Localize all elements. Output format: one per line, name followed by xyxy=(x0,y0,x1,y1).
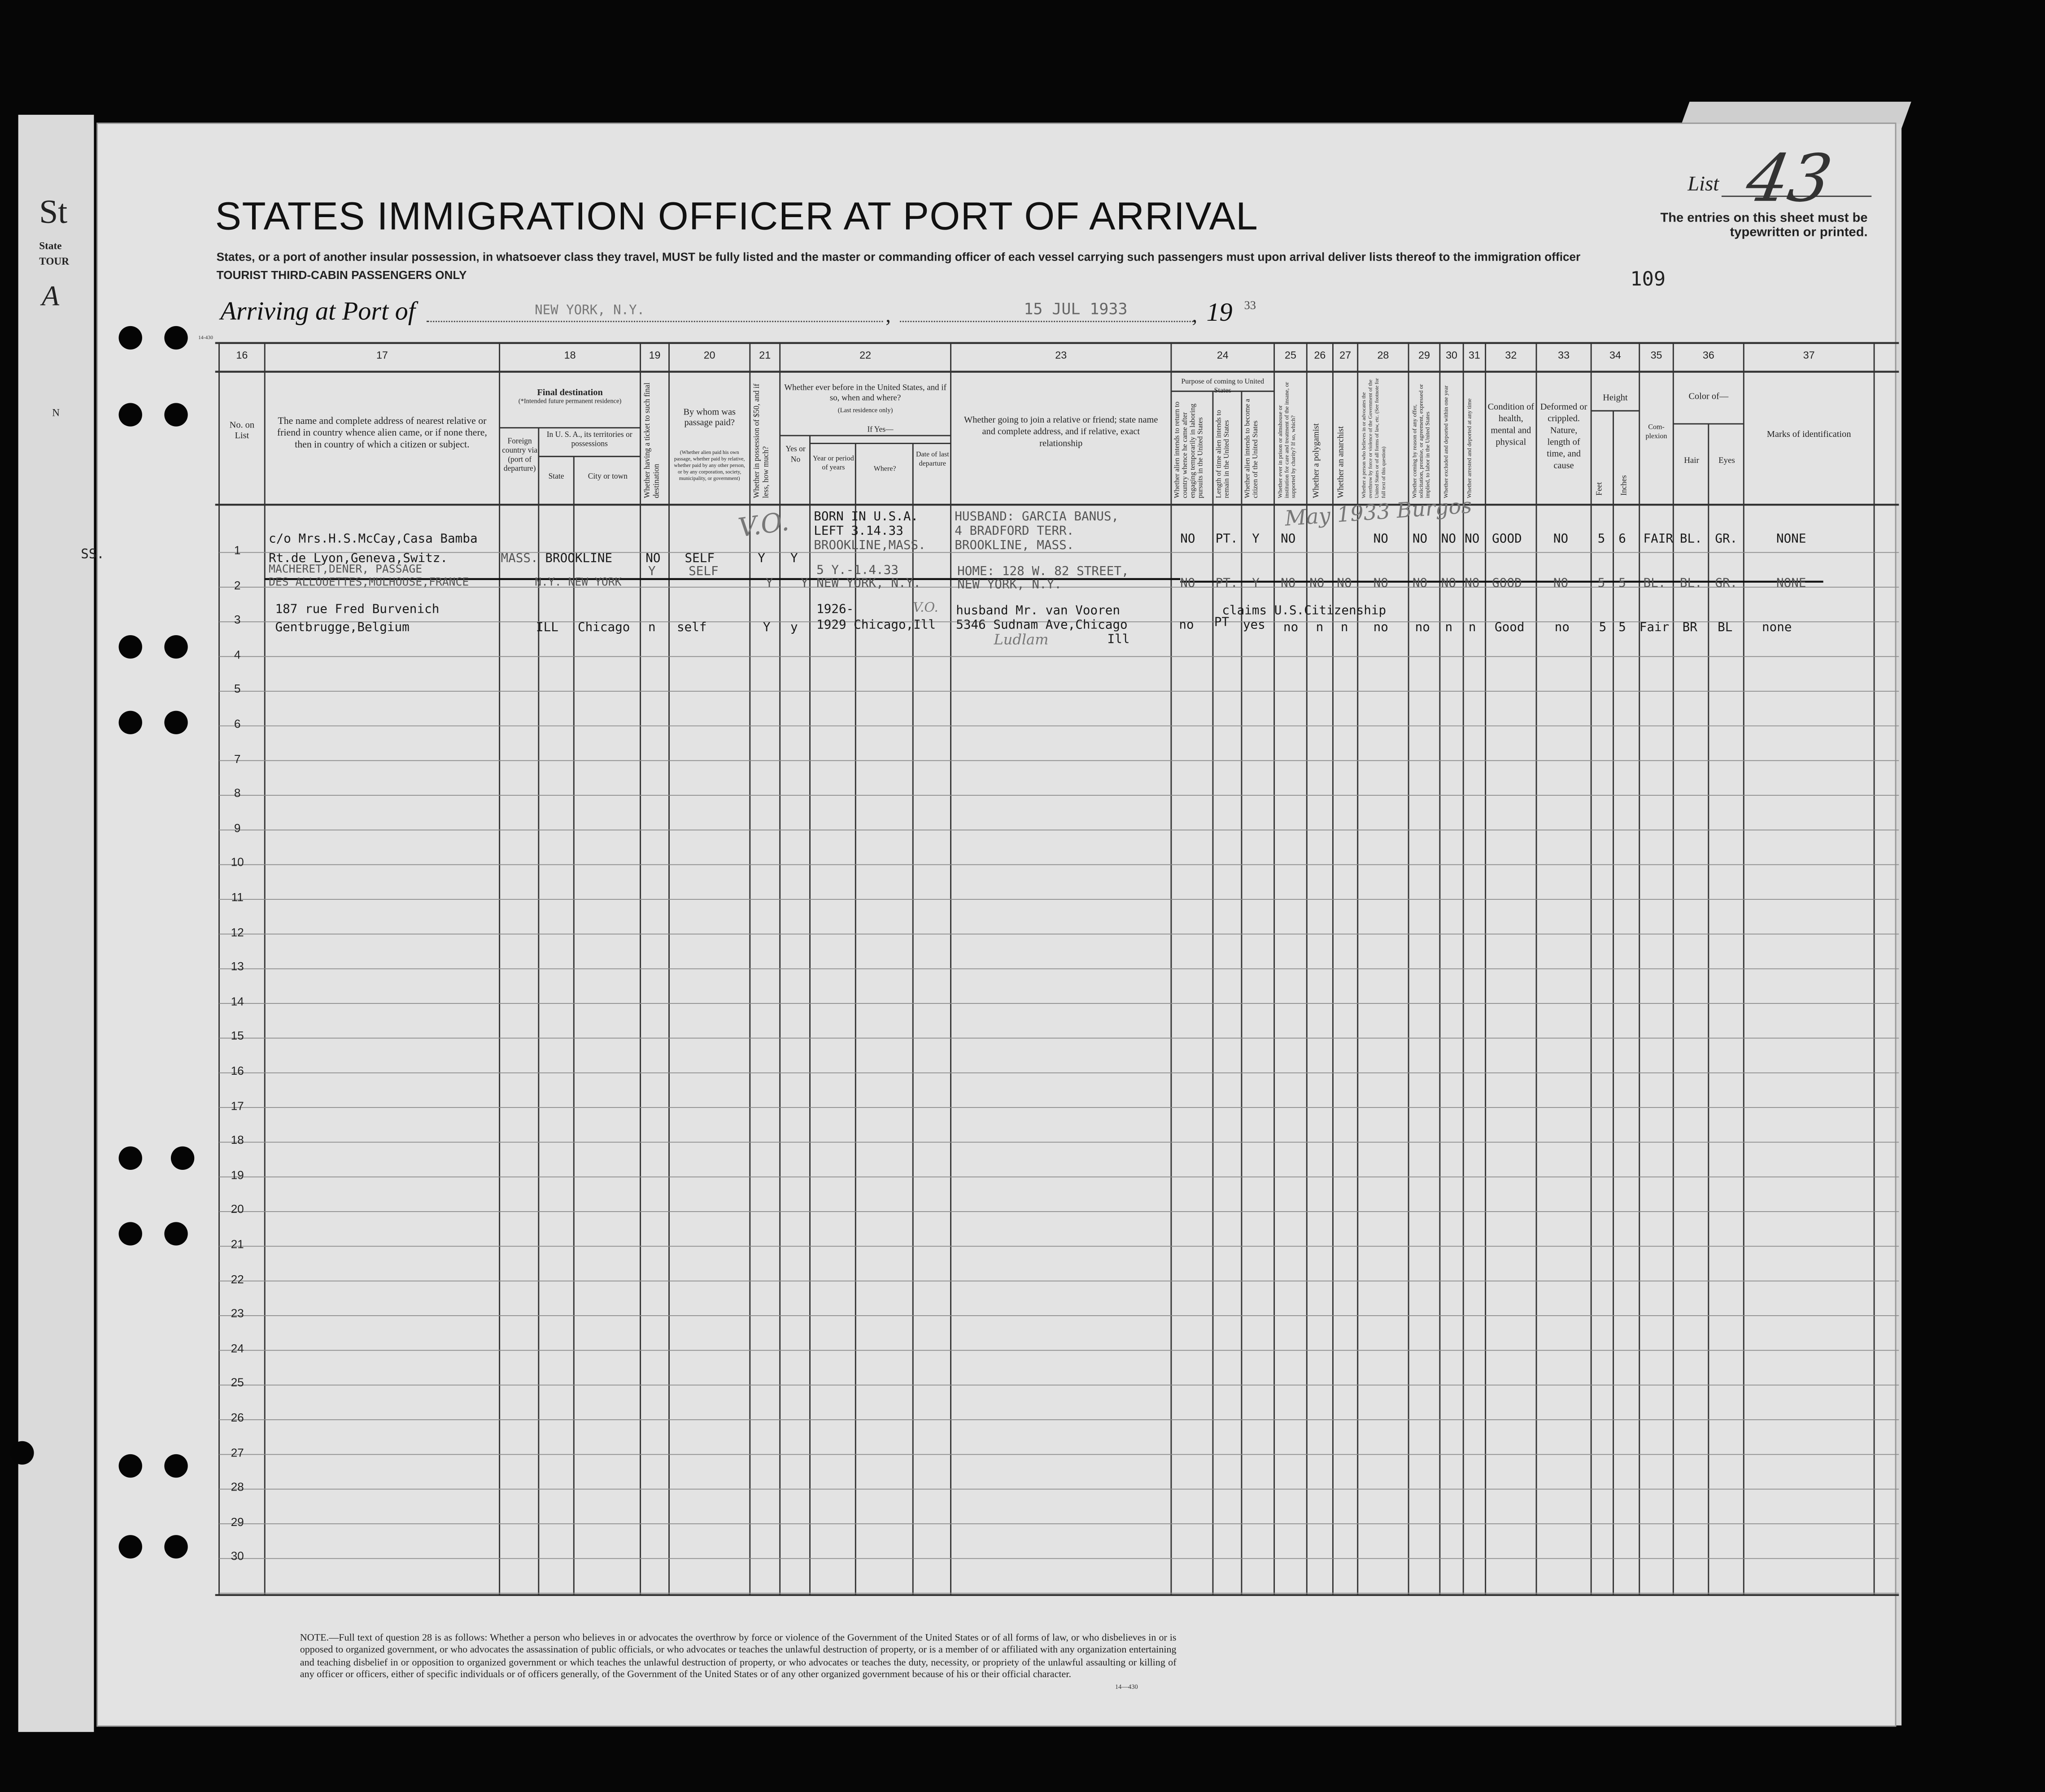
r1-purpose-length: PT. xyxy=(1215,532,1238,547)
r1-purpose-return: NO xyxy=(1180,532,1195,547)
col-num-30: 30 xyxy=(1446,349,1457,362)
r1-eyes: GR. xyxy=(1715,532,1738,547)
r2-join-line1: HOME: 128 W. 82 STREET, xyxy=(957,564,1129,579)
r3-join-line1: husband Mr. van Vooren xyxy=(956,604,1121,619)
row-number: 9 xyxy=(234,821,241,835)
row-number: 12 xyxy=(231,925,244,939)
col-num-35: 35 xyxy=(1650,349,1662,362)
header-purpose: Purpose of coming to United States xyxy=(1181,378,1264,395)
r2-marks: NONE xyxy=(1776,576,1806,591)
form-statement: States, or a port of another insular possession, in whatsoever class they travel, MUST be fully listed and the master or commanding officer of each vessel carrying such passengers must upon arrival deliver lists thereof to the immigration officer xyxy=(216,250,1581,264)
col-num-18: 18 xyxy=(564,349,576,362)
header-if-yes: If Yes— xyxy=(867,426,894,435)
col-num-22: 22 xyxy=(859,349,872,362)
r1-complexion: FAIR xyxy=(1643,532,1674,547)
col-num-32: 32 xyxy=(1505,349,1517,362)
header-24b: Length of time alien intends to remain in the United States xyxy=(1215,410,1231,498)
header-possession-50: Whether in possession of $50, and if less, how much? xyxy=(754,384,771,498)
col-num-16: 16 xyxy=(236,349,248,362)
r1-ever-line2: LEFT 3.14.33 xyxy=(814,524,903,539)
scanned-manifest-page: St State TOUR A N SS. STATES IMMIGRATION OFFICER AT PORT OF ARRIVAL States, or a port of another insular possession, in whatsoever class they travel, MUST be fully listed and the master or commanding officer of each vessel carrying such passengers must upon arrival deliver lists thereof to the immigration officer TOURIST THIRD-CABIN PASSENGERS ONLY List 43 The entries on this sheet must be typewritten or printed. 109 Arriving at Port of NEW YORK, N.Y. , 15 JUL 1933 , 19 33 14-430 16 17 18 19 20 21 22 23 24 25 26 27 28 29 30 31 32 33 34 35 36 37 No. on List The name and complete address of nearest relative or friend in country whence alien came, or if none there, then in country of which a citizen or subject. Final destination (*Intended future permanent residence) Foreign country via (port of departure) In U. S. A., its territories or possessions State City or town Whether having a ticket to such final destination By whom was passage paid? (Whether alien paid his own passage, whether paid by relative, whether paid by any other person, or by any corporation, society, municipality, or government) Whether in possession of $50, and if less, how much? Whether ever before in the United States, and if so, when and where? (Last residence only) Yes or No If Yes— Year or period of years Where? Date of last departure Whether going to join a relative or friend; state name and complete address, and if relative, exact relationship Purpose of coming to United States Whether alien intends to return to country whence he came after engaging temporarily in laboring pursuits in the United States Length of time alien intends to remain in the United States Whether alien intends to become a citizen of the United States Whether ever in prison or almshouse or institution for care and treatment of the insane, or supported by charity? If so, which? Whether a polygamist Whether an anarchist Whether a person who believes in or advocates the overthrow by force or violence of the Government of the United States or of all forms of law, etc. (See footnote for full text of this question) Whether coming by reason of any offer, solicitation, promise, or agreement, expressed or implied, to labor in the United States Whether excluded and deported within one year Whether arrested and deported at any time Condition of health, mental and physical Deformed or crippled. Nature, length of time, and cause Height Feet Inches Com-plexion Color of— Hair Eyes Marks of identification 1 2 3 4 5 6 7 8 9 10 11 12 13 14 15 16 17 18 19 20 21 22 23 24 25 26 27 28 29 30 c/o Mrs.H.S.McCay,Casa Bamba Rt.de Lyon,Geneva,Switz. MASS. BROOKLINE NO SELF Y Y BORN IN U.S.A. LEFT 3.14.33 BROOKLINE,MASS. HUSBAND: GARCIA BANUS, 4 BRADFORD TERR. BROOKLINE, MASS. NO PT. Y NO NO NO NO NO GOOD NO 5 6 FAIR BL. GR. NONE MACHERET,DENER, PASSAGE DES ALLOUETTES,MULHOUSE,FRANCE N.Y. NEW YORK Y SELF Y Y 5 Y.-1.4.33 NEW YORK, N.Y. HOME: 128 W. 82 STREET, NEW YORK, N.Y. NO PT. Y NO NO NO NO NO NO NO GOOD NO 5 5 BL. BL. GR. NONE 187 rue Fred Burvenich Gentbrugge,Belgium ILL Chicago n self Y y 1926- 1929 Chicago,Ill husband Mr. van Vooren 5346 Sudnam Ave,Chicago Ill claims U.S.Citizenship no PT yes no n n no no n n Good no 5 5 Fair BR BL none V.O. May 1933 Burgos Ludlam V.O. NOTE.—Full text of question 28 is as follows: Whether a person who believes in or advocates the overthrow by force or violence of the Government of the United States or of all forms of law, or who disbelieves in or is opposed to organized government, or who advocates the assassination of public officials, or who advocates or teaches the unlawful destruction of property, or is a member of or affiliated with any organization entertaining and teaching disbelief in or opposition to organized government or which teaches the unlawful destruction of property, or who advocates or teaches the duty, necessity, or propriety of the unlawful assaulting or killing of any officer or officers, either of specific individuals or of officers generally, of the Government of the United States or of any other organized government because of his or their official character. 14—430 xyxy=(0,0,2045,1792)
row-number: 2 xyxy=(234,578,241,592)
header-height: Height xyxy=(1603,392,1628,403)
r1-ever-line1: BORN IN U.S.A. xyxy=(814,510,919,524)
r2-excluded: NO xyxy=(1441,576,1456,591)
r2-destination: N.Y. NEW YORK xyxy=(535,576,622,590)
r3-hair: BR xyxy=(1682,620,1697,635)
header-hair: Hair xyxy=(1684,456,1699,466)
r1-ticket: NO xyxy=(645,551,661,566)
left-fragment-a: A xyxy=(42,279,60,312)
r2-ever-line1: 5 Y.-1.4.33 xyxy=(816,563,899,578)
col-num-36: 36 xyxy=(1702,349,1714,362)
r1-feet: 5 xyxy=(1597,532,1605,547)
row-number: 5 xyxy=(234,682,241,696)
r1-prison: NO xyxy=(1281,532,1296,547)
r1-deformed: NO xyxy=(1553,532,1569,547)
col-num-31: 31 xyxy=(1468,349,1480,362)
r3-eyes: BL xyxy=(1718,620,1733,635)
r3-excluded: n xyxy=(1445,620,1453,635)
r1-join-line3: BROOKLINE, MASS. xyxy=(955,538,1074,553)
header-26: Whether a polygamist xyxy=(1312,423,1321,498)
row-number: 7 xyxy=(234,752,241,765)
r3-money: Y xyxy=(763,620,771,635)
row-number: 29 xyxy=(231,1515,244,1528)
r1-relative-line1: c/o Mrs.H.S.McCay,Casa Bamba xyxy=(268,532,478,547)
r1-state: MASS. xyxy=(501,551,538,566)
col-num-21: 21 xyxy=(759,349,771,362)
row-number: 4 xyxy=(234,648,241,661)
r2-complexion: BL. xyxy=(1643,576,1666,591)
r2-feet: 5 xyxy=(1597,576,1605,591)
r3-prison: no xyxy=(1283,620,1299,635)
header-state: State xyxy=(548,473,564,481)
arrival-date-stamp: 15 JUL 1933 xyxy=(1024,300,1128,318)
header-yes-or-no: Yes or No xyxy=(785,446,806,465)
r3-state: ILL xyxy=(536,620,558,635)
typewritten-note: The entries on this sheet must be typewritten or printed. xyxy=(1660,211,1868,240)
r2-labor: NO xyxy=(1412,576,1428,591)
header-where: Where? xyxy=(873,465,896,474)
col-num-20: 20 xyxy=(703,349,715,362)
r2-polygamist: NO xyxy=(1309,576,1325,591)
header-complexion: Com-plexion xyxy=(1645,423,1667,441)
r2-paid-by: SELF xyxy=(689,564,719,579)
r2-eyes: GR. xyxy=(1715,576,1738,591)
r2-ticket: Y xyxy=(648,564,656,579)
r1-money: Y xyxy=(758,551,765,566)
row-number: 18 xyxy=(231,1134,244,1147)
header-color-of: Color of— xyxy=(1688,391,1729,402)
row-number: 8 xyxy=(234,786,241,800)
col-num-23: 23 xyxy=(1055,349,1067,362)
row-number: 11 xyxy=(231,890,244,904)
col-num-29: 29 xyxy=(1418,349,1430,362)
r3-ever-line2: 1929 Chicago,Ill xyxy=(816,618,936,633)
row-number: 6 xyxy=(234,717,241,731)
header-by-whom: By whom was passage paid? xyxy=(683,407,736,428)
left-fragment-tour: TOUR xyxy=(39,255,70,268)
row-number: 14 xyxy=(231,994,244,1008)
row-number: 1 xyxy=(234,544,241,557)
row-number: 22 xyxy=(231,1272,244,1286)
r1-excluded: NO xyxy=(1441,532,1456,547)
header-joining: Whether going to join a relative or friend; state name and complete address, and if relative, exact relationship xyxy=(964,414,1158,449)
col-num-24: 24 xyxy=(1217,349,1229,362)
handwritten-date-note: May 1933 Burgos xyxy=(1284,493,1473,531)
header-ticket: Whether having a ticket to such final destination xyxy=(644,382,662,498)
r3-feet: 5 xyxy=(1599,620,1607,635)
r3-labor: no xyxy=(1415,620,1430,635)
left-fragment-st: St xyxy=(39,193,68,231)
r3-paid-by: self xyxy=(676,620,707,635)
header-in-usa: In U. S. A., its territories or possessions xyxy=(546,432,632,449)
header-24c: Whether alien intends to become a citizen of the United States xyxy=(1244,399,1260,498)
col-num-26: 26 xyxy=(1314,349,1326,362)
left-fragment-state: State xyxy=(39,240,62,252)
header-27: Whether an anarchist xyxy=(1337,426,1346,498)
row-number: 17 xyxy=(231,1099,244,1112)
r1-relative-line2: Rt.de Lyon,Geneva,Switz. xyxy=(268,551,448,566)
r2-inches: 5 xyxy=(1618,576,1626,591)
header-24a: Whether alien intends to return to country whence he came after engaging temporarily in laboring pursuits in the United States xyxy=(1173,401,1205,498)
arriving-label: Arriving at Port of xyxy=(220,297,415,326)
sheet-number: 109 xyxy=(1630,267,1666,291)
r1-city: BROOKLINE xyxy=(545,551,613,566)
header-30: Whether excluded and deported within one year xyxy=(1442,385,1449,498)
row-number: 19 xyxy=(231,1168,244,1182)
r2-purpose-return: NO xyxy=(1180,576,1195,591)
col-num-28: 28 xyxy=(1377,349,1389,362)
r1-inches: 6 xyxy=(1618,532,1626,547)
row-number: 15 xyxy=(231,1029,244,1043)
header-final-destination: Final destination xyxy=(537,387,603,398)
r3-inches: 5 xyxy=(1618,620,1626,635)
r2-ever-line2: NEW YORK, N.Y. xyxy=(816,576,921,591)
r3-arrested: n xyxy=(1468,620,1476,635)
row-number: 26 xyxy=(231,1411,244,1424)
header-condition: Condition of health, mental and physical xyxy=(1487,401,1535,448)
r3-join-line2: 5346 Sudnam Ave,Chicago xyxy=(956,618,1128,633)
header-31: Whether arrested and deported at any time xyxy=(1466,398,1473,498)
row-number: 27 xyxy=(231,1446,244,1459)
r1-labor: NO xyxy=(1412,532,1428,547)
col-num-33: 33 xyxy=(1558,349,1570,362)
r1-join-line1: HUSBAND: GARCIA BANUS, xyxy=(955,510,1119,524)
year-suffix: 33 xyxy=(1244,298,1256,312)
r3-claims-citizenship: claims U.S.Citizenship xyxy=(1222,604,1387,619)
passenger-class: TOURIST THIRD-CABIN PASSENGERS ONLY xyxy=(216,268,467,282)
r1-marks: NONE xyxy=(1776,532,1806,547)
r2-money: Y xyxy=(765,576,773,591)
r2-purpose-citizen: Y xyxy=(1252,576,1260,591)
r3-deformed: no xyxy=(1554,620,1570,635)
r2-join-line2: NEW YORK, N.Y. xyxy=(957,578,1062,593)
r2-arrested: NO xyxy=(1465,576,1480,591)
r2-relative-line2: DES ALLOUETTES,MULHOUSE,FRANCE xyxy=(268,576,469,590)
form-code-bottom: 14—430 xyxy=(1115,1685,1138,1692)
row-number: 21 xyxy=(231,1238,244,1251)
r3-polygamist: n xyxy=(1316,620,1324,635)
row-number: 28 xyxy=(231,1480,244,1494)
row-number: 23 xyxy=(231,1307,244,1320)
row-number: 10 xyxy=(231,856,244,869)
col-num-17: 17 xyxy=(376,349,388,362)
r3-ever-line1: 1926- xyxy=(816,602,854,617)
r2-overthrow: NO xyxy=(1373,576,1388,591)
r3-purpose-return: no xyxy=(1179,618,1194,633)
r2-hair: BL. xyxy=(1679,576,1702,591)
r3-overthrow: no xyxy=(1373,620,1388,635)
col-num-25: 25 xyxy=(1285,349,1296,362)
r3-relative-line1: 187 rue Fred Burvenich xyxy=(275,602,440,617)
r1-overthrow: NO xyxy=(1373,532,1388,547)
header-28: Whether a person who believes in or advocates the overthrow by force or violence of the Government of the United States or of all forms of law, etc. (See footnote for full text of this question) xyxy=(1360,378,1387,498)
header-foreign-country: Foreign country via (port of departure) xyxy=(502,438,538,474)
header-last-residence: (Last residence only) xyxy=(837,408,893,415)
r3-city: Chicago xyxy=(578,620,630,635)
form-code-top: 14-430 xyxy=(198,334,213,340)
left-fragment-ss: SS. xyxy=(81,548,105,562)
list-number: 43 xyxy=(1741,141,1837,217)
r2-prison: NO xyxy=(1281,576,1296,591)
row-number: 24 xyxy=(231,1342,244,1355)
header-year-period: Year or period of years xyxy=(813,455,854,472)
r3-ticket: n xyxy=(648,620,656,635)
footnote-question-28: NOTE.—Full text of question 28 is as follows: Whether a person who believes in or advocates the overthrow by force or violence of the Government of the United States or of all forms of law, or who disbelieves in or is opposed to organized government, or who advocates the assassination of public officials, or who advocates or teaches the unlawful destruction of property, or is a member of or affiliated with any organization entertaining and teaching disbelief in or opposition to organized government or which teaches the unlawful destruction of property, or who advocates or teaches the duty, necessity, or propriety of the unlawful assaulting or killing of any officer or officers, either of specific individuals or of officers generally, of the Government of the United States or of any other organized government because of his or their official character. xyxy=(300,1631,1177,1680)
header-inches: Inches xyxy=(1621,475,1629,496)
r1-condition: GOOD xyxy=(1492,532,1522,547)
r3-ever-before: y xyxy=(790,620,798,635)
r2-deformed: NO xyxy=(1553,576,1569,591)
header-feet: Feet xyxy=(1596,482,1605,496)
header-no-on-list: No. on List xyxy=(229,420,255,441)
r3-anarchist: n xyxy=(1340,620,1348,635)
r3-purpose-citizen: yes xyxy=(1243,618,1265,633)
left-fragment-n: N xyxy=(52,407,60,419)
header-deformed: Deformed or crippled. Nature, length of time, and cause xyxy=(1540,401,1587,471)
header-29: Whether coming by reason of any offer, solicitation, promise, or agreement, expressed or implied, to labor in the United States xyxy=(1411,384,1431,498)
handwritten-vo-2: V.O. xyxy=(913,601,938,616)
header-by-whom-note: (Whether alien paid his own passage, whether paid by relative, whether paid by any other person, or by any corporation, society, municipality, or government) xyxy=(674,449,745,481)
header-city: City or town xyxy=(588,473,628,481)
row-number: 3 xyxy=(234,613,241,627)
row-number: 16 xyxy=(231,1064,244,1077)
r2-ever-before: Y xyxy=(801,576,808,591)
row-number: 20 xyxy=(231,1203,244,1216)
row-number: 13 xyxy=(231,960,244,973)
header-ever-before: Whether ever before in the United States, and if so, when and where? xyxy=(784,383,946,403)
r3-complexion: Fair xyxy=(1639,620,1670,635)
header-marks: Marks of identification xyxy=(1766,429,1851,440)
header-eyes: Eyes xyxy=(1718,456,1735,466)
r1-ever-before: Y xyxy=(790,551,798,566)
r3-marks: none xyxy=(1762,620,1792,635)
row-number: 25 xyxy=(231,1376,244,1390)
handwritten-street-correction: Ludlam xyxy=(994,631,1049,649)
arrival-port: NEW YORK, N.Y. xyxy=(535,304,645,318)
col-num-37: 37 xyxy=(1803,349,1815,362)
r1-paid-by: SELF xyxy=(685,551,715,566)
header-25: Whether ever in prison or almshouse or institution for care and treatment of the insane, or supported by charity? If so, which? xyxy=(1277,382,1297,498)
r2-relative-line1: MACHERET,DENER, PASSAGE xyxy=(268,563,423,577)
r3-join-line3: Ill xyxy=(1107,632,1130,647)
r2-anarchist: NO xyxy=(1337,576,1352,591)
header-relative: The name and complete address of nearest relative or friend in country whence alien came, or if none there, then in country of which a citizen or subject. xyxy=(277,414,487,450)
list-label: List xyxy=(1687,173,1719,196)
r1-hair: BL. xyxy=(1679,532,1702,547)
r1-ever-line3: BROOKLINE,MASS. xyxy=(814,538,926,553)
r1-arrested: NO xyxy=(1465,532,1480,547)
header-intended: (*Intended future permanent residence) xyxy=(518,399,622,406)
year-prefix: 19 xyxy=(1206,298,1233,327)
r2-condition: GOOD xyxy=(1492,576,1522,591)
r2-purpose-length: PT. xyxy=(1215,576,1238,591)
col-num-27: 27 xyxy=(1339,349,1352,362)
row-number: 30 xyxy=(231,1550,244,1563)
col-num-34: 34 xyxy=(1609,349,1621,362)
r1-purpose-citizen: Y xyxy=(1252,532,1260,547)
header-date-departure: Date of last departure xyxy=(916,451,949,468)
r3-purpose-length: PT xyxy=(1214,615,1230,630)
handwritten-vo-1: V.O. xyxy=(736,505,791,544)
form-title: STATES IMMIGRATION OFFICER AT PORT OF ARRIVAL xyxy=(215,196,1259,239)
col-num-19: 19 xyxy=(649,349,661,362)
r3-relative-line2: Gentbrugge,Belgium xyxy=(275,620,410,635)
r1-join-line2: 4 BRADFORD TERR. xyxy=(955,524,1074,539)
r3-condition: Good xyxy=(1494,620,1525,635)
